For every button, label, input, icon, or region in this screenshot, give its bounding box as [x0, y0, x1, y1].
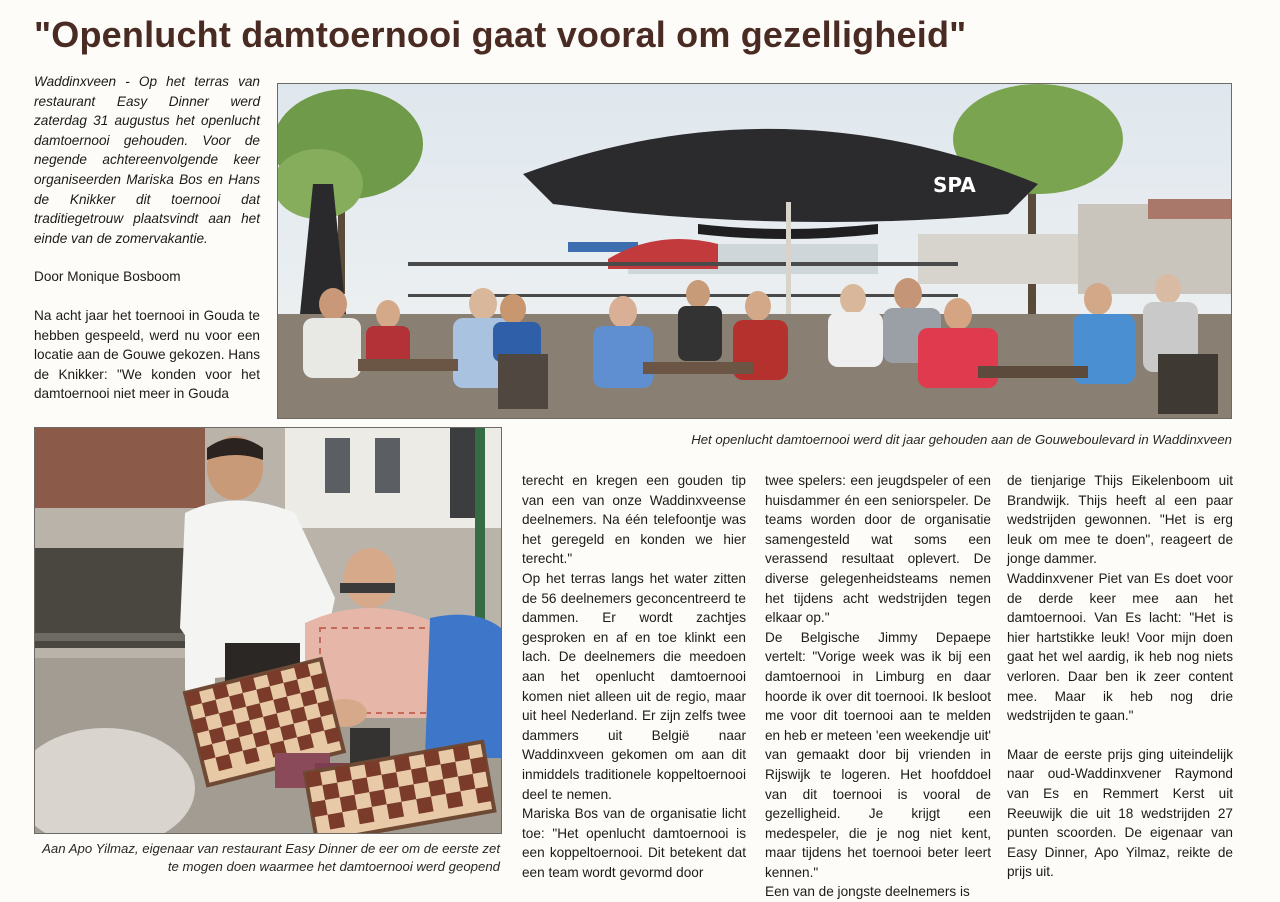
terrace-photo-image: [278, 84, 1231, 418]
body-column-2: [522, 471, 746, 882]
opening-move-photo-caption: Aan Apo Yilmaz, eigenaar van restaurant Easy Dinner de eer om de eerste zet te mogen doen waarmee het damtoernooi werd geopend: [42, 841, 500, 874]
headline: "Openlucht damtoernooi gaat vooral om gezelligheid": [34, 14, 967, 55]
terrace-photo: [277, 83, 1232, 419]
body-column-4: [1007, 471, 1233, 882]
body-paragraph: Een van de jongste deelnemers is: [765, 884, 970, 900]
lead-paragraph: Waddinxveen - Op het terras van restaurant Easy Dinner werd zaterdag 31 augustus het openlucht damtoernooi gehouden. Voor de negende achtereenvolgende keer organiseerden Mariska Bos en Hans de Knikker dit toernooi dat traditiegetrouw plaatsvindt aan het einde van de zomervakantie.: [34, 74, 260, 246]
body-paragraph: Op het terras langs het water zitten de 56 deelnemers geconcentreerd te dammen. Er wordt zachtjes gesproken en af en toe klinkt een lach. De deelnemers die meedoen aan het openlucht damtoernooi komen niet alleen uit de regio, maar uit heel Nederland. Er zijn zelfs twee dammers uit België naar Waddinxveen gekomen om aan dit inmiddels traditionele koppeltoernooi deel te nemen.: [522, 570, 746, 802]
body-paragraph: twee spelers: een jeugdspeler of een huisdammer én een seniorspeler. De teams worden door de organisatie samengesteld wat soms een verassend resultaat oplevert. De diverse gelegenheidsteams nemen het tijdens acht wedstrijden tegen elkaar op.": [765, 473, 991, 626]
body-paragraph: Na acht jaar het toernooi in Gouda te hebben gespeeld, werd nu voor een locatie aan de Gouwe gekozen. Hans de Knikker: "We konden voor het damtoernooi niet meer in Gouda: [34, 307, 260, 402]
body-paragraph: de tienjarige Thijs Eikelenboom uit Brandwijk. Thijs heeft al een paar wedstrijden gewonnen. "Het is erg leuk om mee te doen", reageert de jonge dammer.: [1007, 473, 1233, 567]
body-paragraph: De Belgische Jimmy Depaepe vertelt: "Vorige week was ik bij een damtoernooi in Limburg en daar hoorde ik over dit toernooi. Ik besloot me voor dit toernooi aan te melden en heb er meteen 'een weekendje uit' van gemaakt door bij vrienden in Rijswijk te logeren. Het hoofddoel van dit toernooi is vooral de gezelligheid. Je krijgt een medespeler, die je nog niet kent, maar tijdens het toernooi beter leert kennen.": [765, 629, 991, 880]
umbrella-logo: SPA: [933, 173, 976, 197]
body-paragraph: Maar de eerste prijs ging uiteindelijk naar oud-Waddinxvener Raymond van Es en Remmert Kerst uit Reeuwijk die uit 18 wedstrijden 27 punten scoorden. De eigenaar van Easy Dinner, Apo Yilmaz, reikte de prijs uit.: [1007, 746, 1233, 880]
opening-move-photo: [34, 427, 502, 834]
body-paragraph: Waddinxvener Piet van Es doet voor de derde keer mee aan het damtoernooi. Van Es lacht: "Het is hier hartstikke leuk! Voor mijn doen gaat het wel aardig, ik heb nog niets verloren. Daar ben ik zeer content mee. Maar ik heb nog drie wedstrijden te gaan.": [1007, 570, 1233, 724]
terrace-photo-caption: Het openlucht damtoernooi werd dit jaar gehouden aan de Gouweboulevard in Waddinxveen: [691, 432, 1232, 447]
body-paragraph: Mariska Bos van de organisatie licht toe: "Het openlucht damtoernooi is een koppeltoernooi. Dit betekent dat een team wordt gevormd door: [522, 806, 746, 880]
intro-column: [34, 72, 260, 404]
body-paragraph: terecht en kregen een gouden tip van een van onze Waddinxveense deelnemers. Na één telefoontje was het geregeld en konden we hier terecht.": [522, 473, 746, 567]
body-column-3: [765, 471, 991, 902]
byline: Door Monique Bosboom: [34, 269, 181, 285]
opening-move-photo-image: [35, 428, 501, 833]
